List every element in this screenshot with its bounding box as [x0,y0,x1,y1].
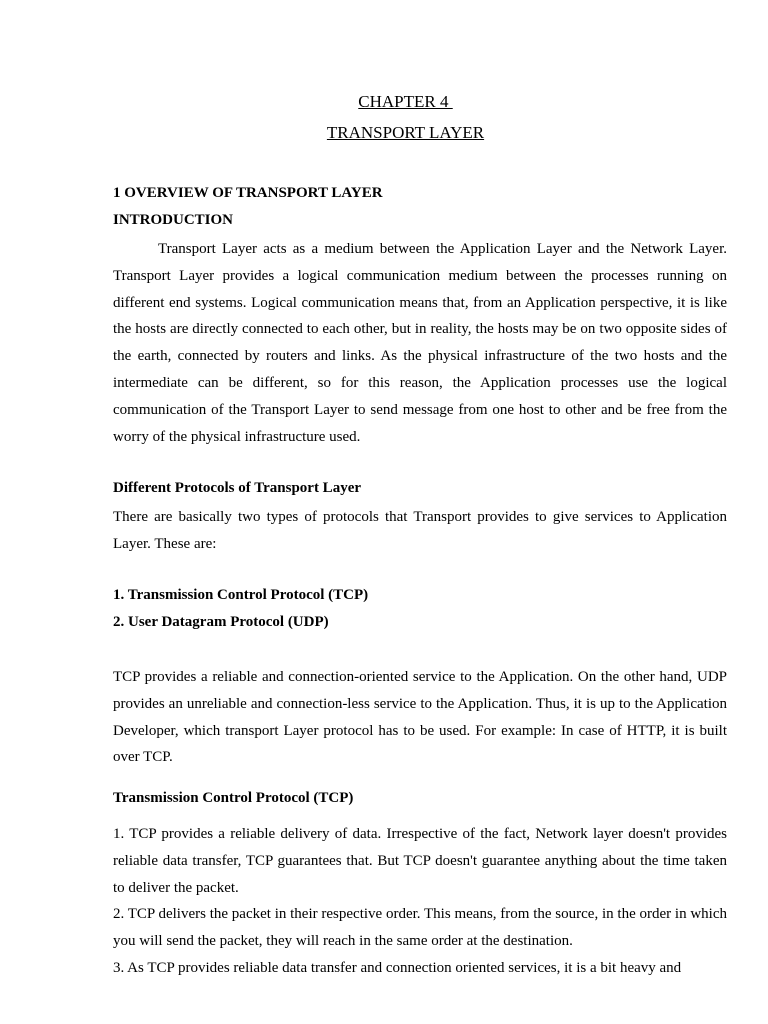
comparison-paragraph: TCP provides a reliable and connection-oriented service to the Application. On the other hand, UDP provides an unreliable and connection-less service to the Application. Thus, it is up to the Application Developer, which transport Layer protocol has to be used. For example: In case of HTTP, it is built over TCP. [113,669,727,766]
protocol-item-udp: 2. User Datagram Protocol (UDP) [113,614,329,630]
introduction-heading: INTRODUCTION [113,212,234,228]
tcp-point-1: 1. TCP provides a reliable delivery of data. Irrespective of the fact, Network layer doesn't provides reliable data transfer, TCP guarantees that. But TCP doesn't guarantee anything about the time taken to deliver the packet. [113,826,727,896]
chapter-title: TRANSPORT LAYER [326,123,485,142]
protocols-paragraph: There are basically two types of protocols that Transport provides to give services to Application Layer. These are: [113,509,727,552]
introduction-paragraph: Transport Layer acts as a medium between the Application Layer and the Network Layer. Transport Layer provides a logical communication medium between the processes running on different end systems. Logical communication means that, from an Application perspective, it is like the hosts are directly connected to each other, but in reality, the hosts may be on two opposite sides of the earth, connected by routers and links. As the physical infrastructure of the two hosts and the intermediate can be different, so for this reason, the Application processes use the logical communication of the Transport Layer to send message from one host to other and be free from the worry of the physical infrastructure used. [113,241,727,445]
tcp-point-3: 3. As TCP provides reliable data transfer and connection oriented services, it is a bit heavy and [113,960,682,976]
tcp-point-2: 2. TCP delivers the packet in their respective order. This means, from the source, in the order in which you will send the packet, they will reach in the same order at the destination. [113,906,727,949]
section-heading: 1 OVERVIEW OF TRANSPORT LAYER [113,185,383,201]
tcp-heading: Transmission Control Protocol (TCP) [113,790,354,806]
protocols-heading: Different Protocols of Transport Layer [113,480,362,496]
protocol-item-tcp: 1. Transmission Control Protocol (TCP) [113,587,369,603]
chapter-heading: CHAPTER 4 [358,92,453,111]
